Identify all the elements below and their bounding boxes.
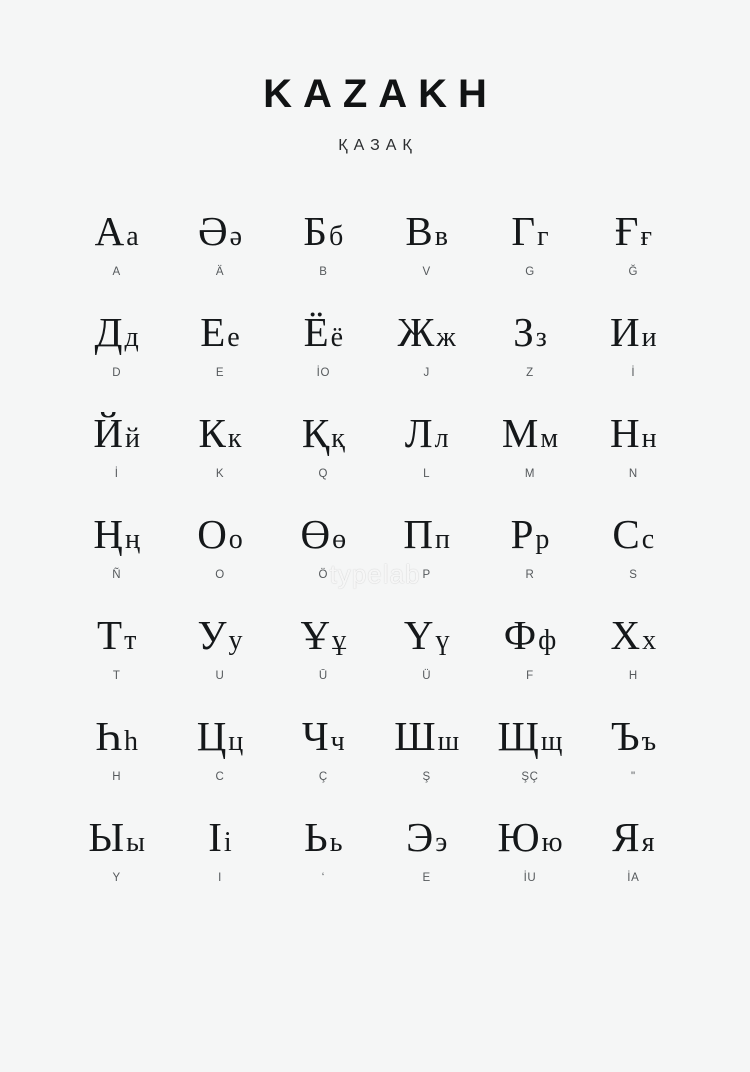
letter-lowercase: з xyxy=(535,322,547,353)
letter-lowercase: ё xyxy=(330,322,344,353)
alphabet-cell xyxy=(272,207,375,308)
letter-pair xyxy=(478,309,581,355)
letter-transliteration: U xyxy=(215,670,225,682)
letter-uppercase: Е xyxy=(200,309,226,355)
letter-uppercase: І xyxy=(208,814,222,860)
letter-uppercase: Ң xyxy=(93,511,123,557)
letter-pair xyxy=(582,410,685,456)
letter-transliteration: " xyxy=(630,771,636,783)
letter-pair xyxy=(272,612,375,658)
letter-uppercase: Ъ xyxy=(610,713,640,759)
letter-lowercase: п xyxy=(434,524,450,555)
letter-lowercase: щ xyxy=(540,726,563,757)
letter-pair xyxy=(272,814,375,860)
letter-transliteration: M xyxy=(524,468,536,480)
letter-lowercase: г xyxy=(537,221,549,252)
letter-lowercase: э xyxy=(435,827,448,858)
letter-transliteration: P xyxy=(422,569,431,581)
letter-uppercase: Л xyxy=(404,410,433,456)
alphabet-cell xyxy=(65,207,168,308)
letter-pair xyxy=(272,511,375,557)
letter-transliteration: D xyxy=(112,367,122,379)
alphabet-cell xyxy=(272,712,375,813)
letter-pair xyxy=(168,511,271,557)
letter-transliteration: J xyxy=(423,367,430,379)
letter-uppercase: Ә xyxy=(197,208,228,254)
letter-pair xyxy=(582,612,685,658)
letter-transliteration: Ş xyxy=(422,771,431,783)
letter-pair xyxy=(168,713,271,759)
alphabet-cell xyxy=(65,409,168,510)
letter-transliteration: Q xyxy=(318,468,329,480)
letter-lowercase: ч xyxy=(330,726,345,757)
alphabet-cell xyxy=(478,712,581,813)
alphabet-cell xyxy=(582,308,685,409)
letter-uppercase: Х xyxy=(610,612,641,658)
letter-lowercase: у xyxy=(228,625,243,656)
letter-lowercase: й xyxy=(124,423,140,454)
alphabet-cell xyxy=(375,611,478,712)
letter-uppercase: Ү xyxy=(403,612,434,658)
letter-transliteration: H xyxy=(112,771,122,783)
letter-pair xyxy=(375,208,478,254)
letter-uppercase: В xyxy=(405,208,433,254)
alphabet-cell xyxy=(582,409,685,510)
alphabet-cell xyxy=(168,510,271,611)
letter-transliteration: V xyxy=(422,266,431,278)
letter-transliteration: Ū xyxy=(318,670,328,682)
alphabet-cell xyxy=(582,611,685,712)
letter-pair xyxy=(582,713,685,759)
letter-uppercase: Г xyxy=(511,208,536,254)
letter-pair xyxy=(168,814,271,860)
letter-uppercase: Ч xyxy=(301,713,329,759)
alphabet-cell xyxy=(582,207,685,308)
letter-uppercase: Ө xyxy=(300,511,331,557)
letter-lowercase: к xyxy=(227,423,242,454)
letter-pair xyxy=(272,208,375,254)
letter-transliteration: Ö xyxy=(318,569,329,581)
letter-pair xyxy=(582,309,685,355)
letter-uppercase: Т xyxy=(97,612,123,658)
letter-pair xyxy=(478,410,581,456)
alphabet-cell xyxy=(478,308,581,409)
letter-pair xyxy=(478,612,581,658)
letter-transliteration: Z xyxy=(526,367,534,379)
letter-uppercase: З xyxy=(513,309,534,355)
letter-transliteration: ‘ xyxy=(321,872,325,884)
letter-transliteration: E xyxy=(422,872,431,884)
letter-pair xyxy=(168,208,271,254)
letter-lowercase: в xyxy=(434,221,448,252)
page-subtitle: ҚАЗАҚ xyxy=(338,137,418,154)
alphabet-cell xyxy=(168,207,271,308)
letter-pair xyxy=(582,511,685,557)
letter-uppercase: Ұ xyxy=(300,612,331,658)
alphabet-cell xyxy=(65,308,168,409)
letter-pair xyxy=(582,208,685,254)
letter-transliteration: Y xyxy=(112,872,121,884)
letter-uppercase: Щ xyxy=(497,713,539,759)
letter-transliteration: S xyxy=(629,569,638,581)
alphabet-cell xyxy=(582,510,685,611)
letter-transliteration: B xyxy=(319,266,328,278)
letter-pair xyxy=(168,612,271,658)
letter-pair xyxy=(168,309,271,355)
alphabet-cell xyxy=(272,611,375,712)
letter-uppercase: Ы xyxy=(88,814,125,860)
letter-uppercase: И xyxy=(610,309,640,355)
letter-lowercase: һ xyxy=(123,726,138,757)
letter-pair xyxy=(65,208,168,254)
letter-transliteration: Ñ xyxy=(112,569,122,581)
alphabet-cell xyxy=(582,712,685,813)
letter-lowercase: қ xyxy=(331,423,345,454)
letter-lowercase: х xyxy=(642,625,657,656)
letter-lowercase: ә xyxy=(229,221,243,252)
letter-lowercase: ц xyxy=(228,726,244,757)
letter-lowercase: ұ xyxy=(332,625,347,656)
letter-lowercase: м xyxy=(540,423,559,454)
alphabet-cell xyxy=(375,712,478,813)
alphabet-grid xyxy=(65,207,685,914)
letter-lowercase: ү xyxy=(435,625,450,656)
letter-pair xyxy=(478,208,581,254)
letter-transliteration: Ğ xyxy=(628,266,639,278)
letter-pair xyxy=(272,309,375,355)
alphabet-cell xyxy=(478,611,581,712)
letter-lowercase: ө xyxy=(332,524,347,555)
letter-uppercase: О xyxy=(197,511,227,557)
letter-pair xyxy=(375,814,478,860)
letter-pair xyxy=(65,410,168,456)
letter-lowercase: н xyxy=(641,423,657,454)
letter-transliteration: İ xyxy=(631,367,636,379)
alphabet-cell xyxy=(478,409,581,510)
letter-transliteration: H xyxy=(628,670,638,682)
letter-lowercase: ң xyxy=(124,524,140,555)
letter-uppercase: С xyxy=(612,511,640,557)
letter-lowercase: т xyxy=(124,625,137,656)
letter-transliteration: L xyxy=(423,468,431,480)
letter-lowercase: ь xyxy=(329,827,343,858)
letter-lowercase: ъ xyxy=(641,726,657,757)
letter-transliteration: A xyxy=(112,266,121,278)
letter-uppercase: Б xyxy=(303,208,327,254)
letter-lowercase: а xyxy=(126,221,139,252)
letter-lowercase: с xyxy=(641,524,655,555)
letter-pair xyxy=(375,511,478,557)
letter-pair xyxy=(65,511,168,557)
letter-uppercase: М xyxy=(501,410,539,456)
alphabet-cell xyxy=(272,813,375,914)
letter-transliteration: Ç xyxy=(318,771,328,783)
letter-pair xyxy=(272,713,375,759)
letter-transliteration: K xyxy=(215,468,225,480)
letter-lowercase: д xyxy=(124,322,139,353)
alphabet-cell xyxy=(65,813,168,914)
letter-transliteration: İU xyxy=(523,872,537,884)
alphabet-cell xyxy=(65,611,168,712)
letter-lowercase: ж xyxy=(436,322,456,353)
letter-uppercase: Н xyxy=(610,410,640,456)
letter-lowercase: ы xyxy=(126,827,145,858)
alphabet-cell xyxy=(272,308,375,409)
letter-transliteration: Ü xyxy=(422,670,432,682)
letter-uppercase: К xyxy=(198,410,226,456)
letter-uppercase: Р xyxy=(510,511,534,557)
letter-transliteration: O xyxy=(215,569,225,581)
letter-lowercase: ю xyxy=(541,827,563,858)
letter-pair xyxy=(65,612,168,658)
watermark: typelab xyxy=(329,559,421,589)
alphabet-cell xyxy=(478,207,581,308)
letter-transliteration: T xyxy=(112,670,121,682)
letter-pair xyxy=(478,713,581,759)
alphabet-cell xyxy=(168,813,271,914)
alphabet-poster xyxy=(0,72,750,1072)
letter-uppercase: Ь xyxy=(304,814,328,860)
alphabet-cell xyxy=(272,510,375,611)
letter-lowercase: о xyxy=(228,524,243,555)
letter-transliteration: R xyxy=(525,569,535,581)
alphabet-cell xyxy=(478,813,581,914)
letter-lowercase: і xyxy=(223,827,232,858)
letter-pair xyxy=(375,713,478,759)
letter-uppercase: Й xyxy=(93,410,123,456)
letter-uppercase: Э xyxy=(406,814,434,860)
letter-pair xyxy=(65,713,168,759)
page-title: KAZAKH xyxy=(263,72,498,116)
letter-transliteration: İ xyxy=(114,468,119,480)
letter-uppercase: Д xyxy=(94,309,123,355)
letter-pair xyxy=(375,309,478,355)
alphabet-cell xyxy=(375,510,478,611)
letter-transliteration: F xyxy=(526,670,534,682)
letter-lowercase: б xyxy=(328,221,344,252)
letter-pair xyxy=(375,612,478,658)
letter-lowercase: р xyxy=(535,524,550,555)
letter-transliteration: N xyxy=(628,468,638,480)
letter-pair xyxy=(478,814,581,860)
letter-uppercase: Ш xyxy=(394,713,436,759)
letter-lowercase: и xyxy=(641,322,657,353)
letter-transliteration: İA xyxy=(627,872,640,884)
alphabet-cell xyxy=(65,712,168,813)
letter-lowercase: я xyxy=(641,827,655,858)
letter-uppercase: Қ xyxy=(301,410,330,456)
letter-pair xyxy=(168,410,271,456)
alphabet-cell xyxy=(65,510,168,611)
letter-lowercase: л xyxy=(434,423,449,454)
letter-uppercase: У xyxy=(197,612,227,658)
letter-pair xyxy=(375,410,478,456)
letter-pair xyxy=(478,511,581,557)
alphabet-cell xyxy=(168,308,271,409)
letter-transliteration: ŞÇ xyxy=(521,771,539,783)
letter-transliteration: E xyxy=(215,367,225,379)
letter-transliteration: İO xyxy=(316,367,330,379)
letter-transliteration: C xyxy=(215,771,225,783)
letter-uppercase: А xyxy=(94,208,125,254)
letter-pair xyxy=(65,814,168,860)
letter-uppercase: П xyxy=(403,511,433,557)
letter-uppercase: Ф xyxy=(503,612,537,658)
letter-transliteration: Ä xyxy=(215,266,225,278)
alphabet-cell xyxy=(582,813,685,914)
alphabet-cell xyxy=(168,611,271,712)
alphabet-cell xyxy=(375,308,478,409)
alphabet-cell xyxy=(375,813,478,914)
letter-uppercase: Ж xyxy=(397,309,435,355)
alphabet-cell xyxy=(272,409,375,510)
alphabet-cell xyxy=(168,712,271,813)
letter-pair xyxy=(65,309,168,355)
letter-lowercase: ш xyxy=(437,726,460,757)
alphabet-cell xyxy=(168,409,271,510)
letter-lowercase: е xyxy=(227,322,240,353)
letter-uppercase: Һ xyxy=(95,713,122,759)
letter-uppercase: Ё xyxy=(303,309,329,355)
alphabet-cell xyxy=(478,510,581,611)
alphabet-cell xyxy=(375,409,478,510)
letter-uppercase: Я xyxy=(612,814,640,860)
letter-transliteration: I xyxy=(218,872,222,884)
letter-pair xyxy=(272,410,375,456)
letter-lowercase: ф xyxy=(538,625,557,656)
letter-uppercase: Ю xyxy=(497,814,540,860)
alphabet-cell xyxy=(375,207,478,308)
letter-uppercase: Ғ xyxy=(614,208,639,254)
letter-lowercase: ғ xyxy=(640,221,652,252)
letter-transliteration: G xyxy=(525,266,535,278)
letter-pair xyxy=(582,814,685,860)
letter-uppercase: Ц xyxy=(196,713,227,759)
